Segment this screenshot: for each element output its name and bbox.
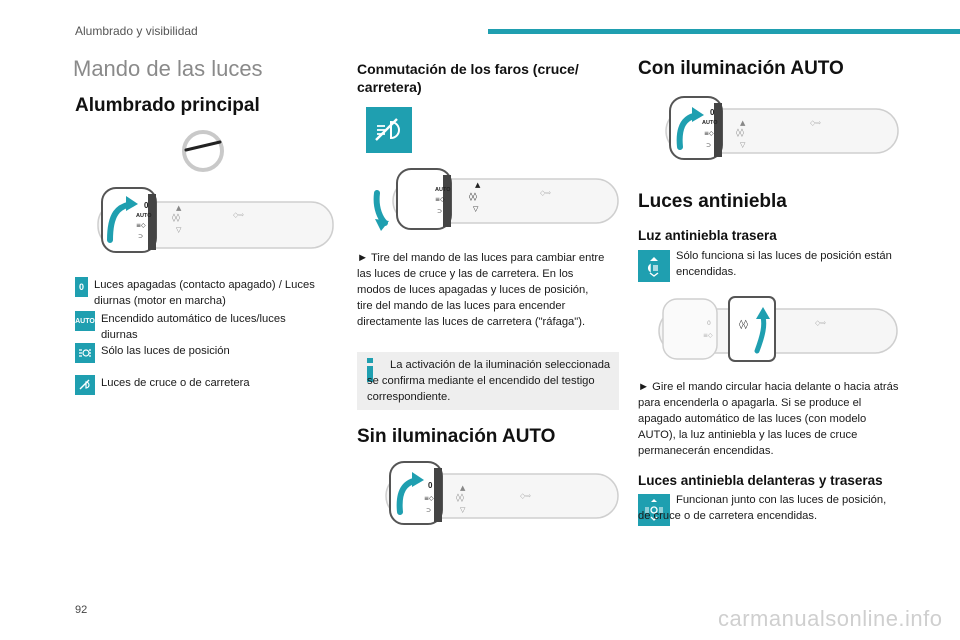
legend-item-off: 0 Luces apagadas (contacto apagado) / Luces diurnas (motor en marcha) [75,277,325,311]
svg-text:◊◊: ◊◊ [736,128,744,137]
svg-text:0: 0 [707,320,711,327]
stalk-label-auto-2: AUTO [435,187,451,193]
svg-text:◇⇨: ◇⇨ [810,119,822,127]
front-rear-fog-text: Funcionan junto con las luces de posición, de cruce o de carretera encendidas. [638,494,887,522]
rear-fog-icon [638,250,670,282]
stalk-label-zero-3: 0 [710,108,715,117]
rear-fog-text: Sólo funciona si las luces de posición están encendidas. [676,250,892,278]
stalk-label-auto: AUTO [136,213,152,219]
svg-text:▽: ▽ [473,205,479,213]
beam-switch-heading: Conmutación de los faros (cruce/ carretera) [357,61,579,95]
page-number: 92 [75,604,88,616]
fog-rotate-instruction: ► Gire el mando circular hacia delante o hacia atrás para encenderla o apagarla. Si se produce el apagado automático de las luces (con modelo AUTO), la luz antiniebla y las luces de cruce permanecerán encendidas. [638,381,899,457]
dipped-main-beam-icon [75,375,95,395]
svg-text:▲: ▲ [475,181,481,189]
main-lighting-heading: Alumbrado principal [75,95,260,116]
note-box [357,352,619,410]
svg-text:◊◊: ◊◊ [739,320,748,330]
light-stalk-illustration [88,180,338,262]
stalk-label-zero-2: 0 [428,481,433,490]
legend-item-auto: AUTO Encendido automático de luces/luces diurnas [75,313,286,341]
legend-item-beam: Luces de cruce o de carretera [75,375,325,407]
section-accent-bar [488,29,960,34]
svg-text:≡◇: ≡◇ [704,130,714,137]
watermark: carmanualsonline.info [718,606,943,631]
rear-fog-heading: Luz antiniebla trasera [638,228,777,243]
stalk-label-auto-3: AUTO [702,120,718,126]
front-rear-fog-heading: Luces antiniebla delanteras y traseras [638,473,883,488]
svg-text:◇⇨: ◇⇨ [520,492,532,500]
svg-text:⊃: ⊃ [138,233,144,240]
svg-text:▲: ▲ [460,484,466,492]
page-title: Mando de las luces [73,56,263,81]
svg-text:◊◊: ◊◊ [469,192,477,201]
svg-text:⊃: ⊃ [426,507,432,514]
note-text: La activación de la iluminación seleccionada se confirma mediante el encendido del testigo correspondiente. [367,359,611,403]
svg-text:▽: ▽ [460,506,466,514]
section-title: Alumbrado y visibilidad [75,24,198,38]
svg-text:≡◇: ≡◇ [435,196,445,203]
stalk-without-auto-illustration [380,458,620,532]
zero-position-icon: 0 [75,277,88,297]
svg-text:≡◇: ≡◇ [424,495,434,502]
stalk-with-auto-illustration [660,93,900,167]
svg-text:▲: ▲ [740,119,746,127]
legend-list [75,277,325,407]
svg-text:▽: ▽ [176,226,182,234]
svg-text:◊◊: ◊◊ [456,493,464,502]
svg-text:◇⇨: ◇⇨ [815,319,827,327]
svg-text:◇⇨: ◇⇨ [233,211,245,219]
steering-wheel-icon [180,128,226,174]
svg-text:⊃: ⊃ [706,142,712,149]
legend-item-sidelights: Sólo las luces de posición [75,343,325,375]
headlamp-indicator-icon [366,107,412,153]
fog-lights-heading: Luces antiniebla [638,191,787,212]
beam-stalk-illustration [365,165,620,237]
with-auto-heading: Con iluminación AUTO [638,58,844,79]
fog-ring-illustration [655,293,900,367]
without-auto-heading: Sin iluminación AUTO [357,426,556,447]
svg-text:▽: ▽ [740,141,746,149]
stalk-label-zero: 0 [144,201,149,210]
svg-text:▲: ▲ [176,204,182,212]
svg-text:◊◊: ◊◊ [172,213,180,222]
beam-switch-instruction: ► Tire del mando de las luces para cambiar entre las luces de cruce y las de carretera. En los modos de luces apagadas y luces de posición, tire del mando de las luces para encender directamente las luces de carretera ("ráfaga"). [357,252,605,328]
sidelights-icon [75,343,95,363]
auto-lighting-icon: AUTO [75,311,95,331]
svg-text:⊃: ⊃ [437,208,443,215]
svg-text:≡◇: ≡◇ [703,332,713,339]
svg-text:≡◇: ≡◇ [136,222,146,229]
svg-text:◇⇨: ◇⇨ [540,189,552,197]
